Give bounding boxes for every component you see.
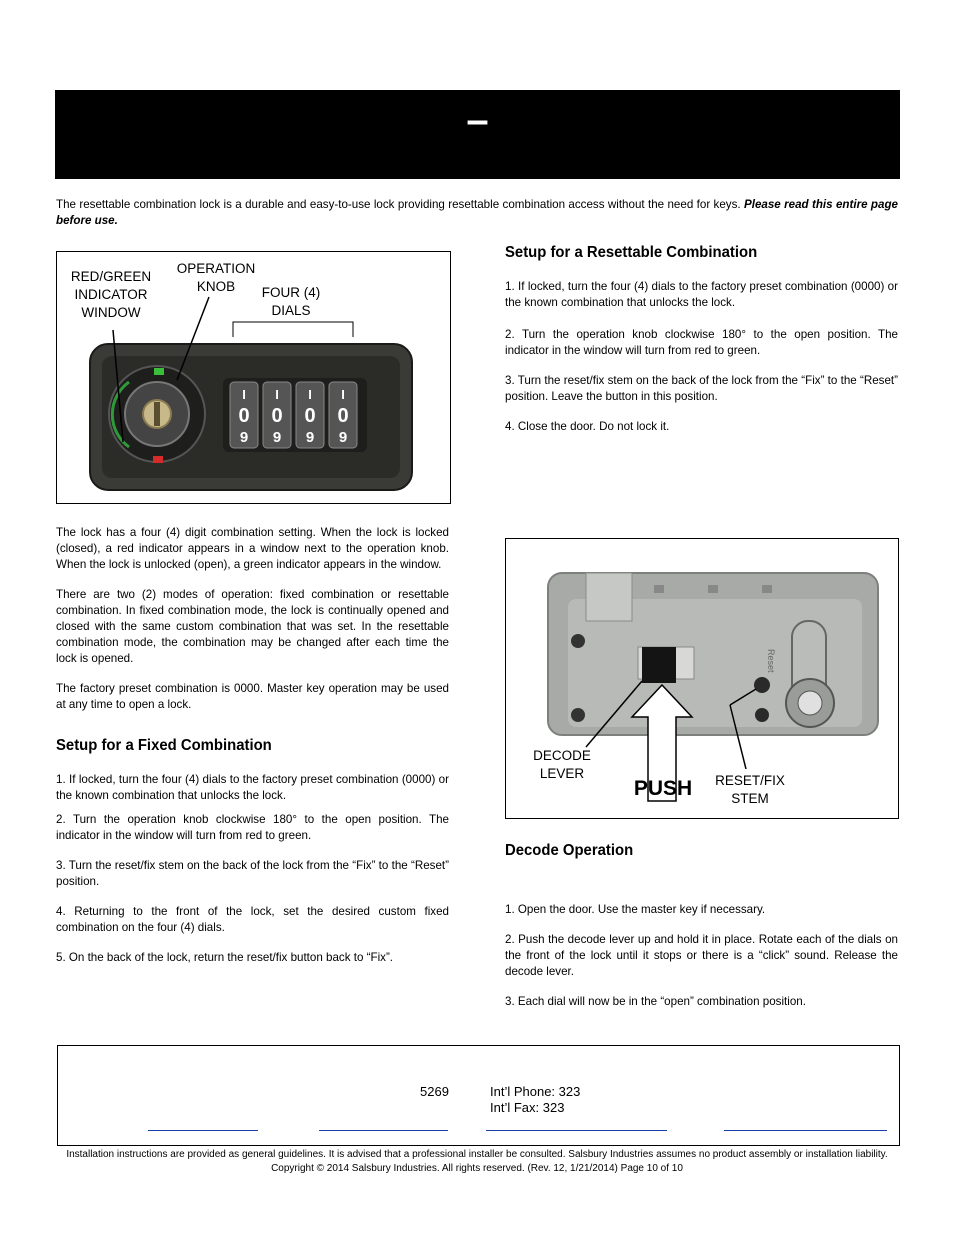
dial-4-bottom: 9 (338, 429, 348, 446)
dial-1-top: I (242, 387, 246, 402)
dial-3-mid: 0 (304, 405, 316, 427)
disclaimer-line: Installation instructions are provided as general guidelines. It is advised that a professional installer be consulted. Salsbury Industries assumes no product assembly or installation liability. (66, 1149, 888, 1160)
intro-paragraph (56, 197, 898, 229)
heading-resettable: Setup for a Resettable Combination (505, 244, 758, 261)
screw-bottom (571, 708, 585, 722)
notch-3 (762, 585, 772, 593)
label-push: PUSH (633, 777, 693, 800)
resettable-step-3: 3. Turn the reset/fix stem on the back of the lock from the “Fix” to the “Reset” position. Leave the button in this position. (505, 374, 898, 403)
dial-4-top: I (341, 387, 345, 402)
header-banner (55, 90, 900, 179)
tab-left (586, 573, 632, 621)
label-operation-knob: OPERATION KNOB (176, 261, 256, 294)
decode-steps (505, 902, 898, 1010)
label-four-dials: FOUR (4) DIALS (261, 285, 321, 318)
heading-fixed: Setup for a Fixed Combination (56, 737, 272, 754)
intro-emphasis: Please read this entire page before use. (56, 198, 898, 227)
dial-3-top: I (308, 387, 312, 402)
red-indicator (153, 456, 163, 463)
paragraph-factory: The factory preset combination is 0000. Master key operation may be used at any time to open a lock. (56, 682, 449, 711)
resettable-step-4: 4. Close the door. Do not lock it. (505, 420, 670, 433)
dial-1-bottom: 9 (239, 429, 249, 446)
decode-step-2: 2. Push the decode lever up and hold it in place. Rotate each of the dials on the front of the lock until it stops or there is a “click” sound. Release the decode lever. (505, 933, 898, 978)
decode-step-3: 3. Each dial will now be in the “open” combination position. (505, 995, 806, 1008)
dials-bracket (233, 322, 353, 337)
notch-1 (654, 585, 664, 593)
dial-group (223, 378, 367, 452)
contact-box (57, 1045, 900, 1146)
resettable-step-1: 1. If locked, turn the four (4) dials to the factory preset combination (0000) or the known combination that unlocks the lock. (505, 280, 898, 309)
lock-front-illustration (57, 252, 450, 503)
link-underline-3[interactable] (486, 1130, 667, 1131)
keyway (154, 402, 160, 426)
fixed-step-1: 1. If locked, turn the four (4) dials to the factory preset combination (0000) or the known combination that unlocks the lock. (56, 773, 449, 802)
left-intro-text (56, 525, 449, 713)
figure-lock-front (56, 251, 451, 504)
notch-2 (708, 585, 718, 593)
link-underline-4[interactable] (724, 1130, 887, 1131)
paragraph-modes: There are two (2) modes of operation: fixed combination or resettable combination. In fixed combination mode, the lock is continually opened and closed with the same custom combination that was set. In the resettable combination mode, the combination may be changed after each time the lock is opened. (56, 588, 449, 665)
contact-phone: Int’l Phone: 323 (490, 1084, 581, 1099)
fixed-step-2: 2. Turn the operation knob clockwise 180° to the open position. The indicator in the window will turn from red to green. (56, 813, 449, 842)
copyright-line: Copyright © 2014 Salsbury Industries. All rights reserved. (Rev. 12, 1/21/2014) Page 10 of 10 (271, 1163, 683, 1174)
dial-4-mid: 0 (337, 405, 349, 427)
paragraph-combination: The lock has a four (4) digit combination setting. When the lock is locked (closed), a red indicator appears in a window next to the operation knob. When the lock is unlocked (open), a green indicator appears in the window. (56, 526, 449, 571)
fixed-step-5: 5. On the back of the lock, return the reset/fix button back to “Fix”. (56, 951, 394, 964)
cam-bolt (798, 691, 822, 715)
decode-lever (642, 647, 676, 683)
contact-number: 5269 (420, 1084, 449, 1099)
fixed-steps (56, 772, 449, 966)
reset-screw (755, 708, 769, 722)
dial-2-mid: 0 (271, 405, 283, 427)
label-decode-lever: DECODE LEVER (533, 748, 591, 781)
screw-left (571, 634, 585, 648)
dial-3-bottom: 9 (305, 429, 315, 446)
decode-step-1: 1. Open the door. Use the master key if necessary. (505, 903, 766, 916)
green-indicator (154, 368, 164, 375)
contact-fax: Int’l Fax: 323 (490, 1100, 565, 1115)
figure-lock-back (505, 538, 899, 819)
dial-2-top: I (275, 387, 279, 402)
reset-fix-stem (754, 677, 770, 693)
fixed-step-4: 4. Returning to the front of the lock, set the desired custom fixed combination on the four (4) dials. (56, 905, 449, 934)
dial-2-bottom: 9 (272, 429, 282, 446)
resettable-steps (505, 279, 898, 435)
label-indicator-window: RED/GREEN INDICATOR WINDOW (70, 269, 152, 320)
fixed-step-3: 3. Turn the reset/fix stem on the back of the lock from the “Fix” to the “Reset” position. (56, 859, 449, 888)
heading-decode: Decode Operation (505, 842, 634, 859)
link-underline-2[interactable] (319, 1130, 448, 1131)
stem-label: Reset (766, 649, 776, 673)
resettable-step-2: 2. Turn the operation knob clockwise 180° to the open position. The indicator in the window will turn from red to green. (505, 328, 898, 357)
banner-title: – (466, 98, 489, 142)
dial-1-mid: 0 (238, 405, 250, 427)
intro-text: The resettable combination lock is a durable and easy-to-use lock providing resettable combination access without the need for keys. (56, 198, 744, 211)
label-reset-fix-stem: RESET/FIX STEM (715, 773, 785, 806)
link-underline-1[interactable] (148, 1130, 258, 1131)
